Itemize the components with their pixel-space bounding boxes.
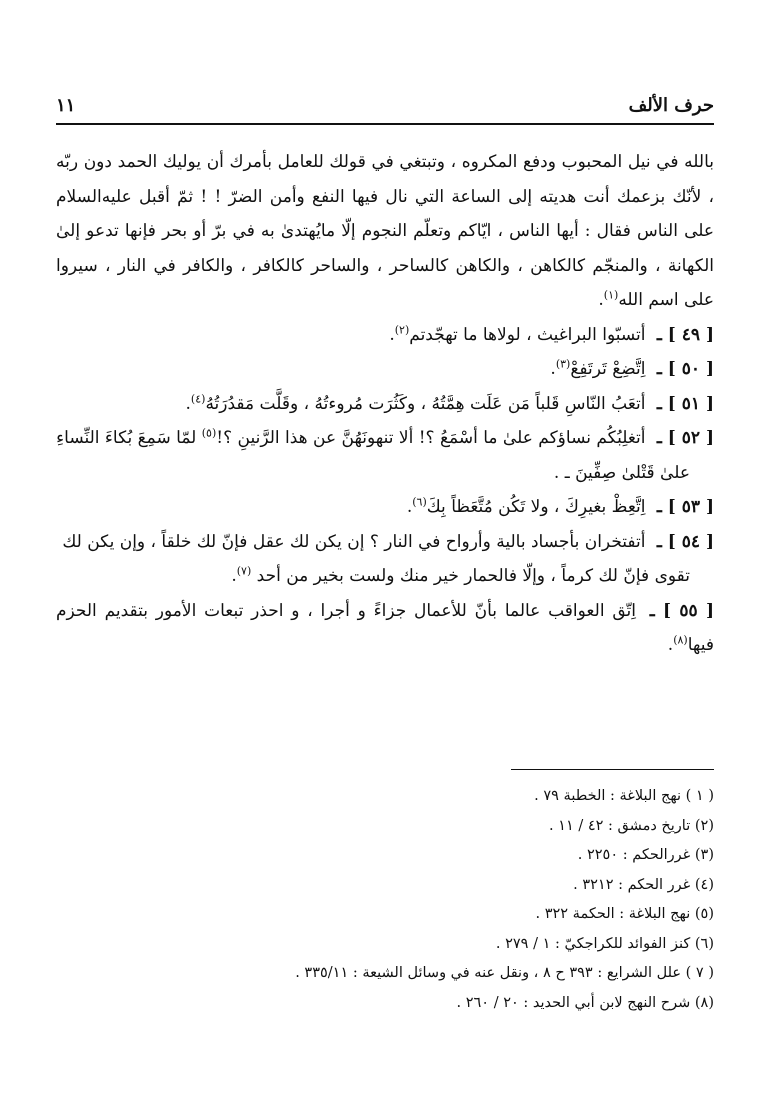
entry-52 [56, 421, 714, 490]
footnote-ref: (٧) [236, 564, 252, 578]
footnote-ref: (٦) [412, 495, 427, 509]
footnote-7: ( ٧ ) علل الشرايع : ٣٩٣ ح ٨ ، ونقل عنه في وسائل الشيعة : ٣٣٥/١١ . [295, 965, 714, 981]
footnote-8: (٨) شرح النهج لابن أبي الحديد : ٢٠ / ٢٦٠ . [456, 994, 714, 1011]
footnote-ref: (٢) [394, 322, 410, 336]
footnote-6: (٦) كنز الفوائد للكراجكيّ : ١ / ٢٧٩ . [495, 935, 714, 952]
intro-line-1: بالله في نيل المحبوب ودفع المكروه ، وتبتغي في قولك للعامل بأمرك أن يوليك الحمد [117, 152, 715, 172]
footnote-divider [511, 769, 714, 770]
entry-number: [ ٥١ ] ـ [656, 393, 714, 414]
intro-line-2: دون ربّه ، لأنّك بزعمك أنت هديته إلى الساعة التي نال فيها النفع وأمن الضرّ ! ! ثمّ [56, 152, 714, 207]
footnote-ref: (٣) [555, 357, 571, 371]
entry-continuation: تقوى فإنّ لك كرماً ، وإلّا فالحمار خير منك ولست بخير من أحد $^{(٧)}$. [231, 564, 690, 586]
entry-text: أتعَبُ النّاسِ قَلباً مَن عَلَت هِمَّتُهُ ، وكَثُرَت مُروءتُهُ ، وقَلَّت مَقدُرَتُهُ [205, 393, 646, 414]
footnote-ref: (٥) [201, 426, 217, 440]
footnote-3: (٣) غررالحكم : ٢٢٥٠ . [577, 847, 714, 863]
entry-55: [ ٥٥ ] ـ اِتّق العواقب عالما بأنّ للأعمال جزاءً و أجرا ، و احذر تبعات الأمور بتقديم الحزم فيها$^{(٨)}$. [56, 600, 714, 655]
footnote-ref: (٨) [673, 633, 688, 647]
entry-text: اِتَّعِظْ بغيرِكَ ، ولا تَكُن مُتَّعَظاً بِكَ [426, 497, 646, 517]
entry-49: [ ٤٩ ] ـ أتسبّوا البراغيث ، لولاها ما تهجّدتم$^{(٢)}$. [389, 322, 714, 345]
entry-continuation: علىٰ قَتْلىٰ صِفِّينَ ـ . [553, 462, 690, 483]
footnote-5: (٥) نهج البلاغة : الحكمة ٣٢٢ . [535, 906, 714, 922]
entry-continuation-text: تقوى فإنّ لك كرماً ، وإلّا فالحمار خير منك ولست بخير من أحد [256, 566, 690, 586]
intro-paragraph: بالله في نيل المحبوب ودفع المكروه ، وتبتغي في قولك للعامل بأمرك أن يوليك الحمد دون ربّه ، لأنّك بزعمك أنت هديته إلى الساعة التي نال فيها النفع وأمن الضرّ ! ! ثمّ أقبل عليه‌السلام على الناس فقال : أيها الناس ، ايّاكم وتعلّم النجوم إلّا مايُهتدىٰ به في برّ أو بحر فإنها تدعو إلىٰ الكهانة ، والمنجّم كالكاهن ، والكاهن كالساحر ، والساحر كالكافر ، والكافر في النار ، سيروا على اسم الله$^{(١)}$. [56, 152, 715, 310]
entry-number: [ ٤٩ ] ـ [656, 324, 714, 345]
entry-text: أتفتخران بأجساد بالية وأرواح في النار ؟ إن يكن لك عقل فإنّ لك خلقاً ، وإن يكن لك [62, 531, 646, 552]
intro-line-4: فإنها تدعو إلىٰ الكهانة ، والمنجّم كالكاهن ، والكاهن كالساحر ، والساحر كالكافر ، والكافر [56, 221, 714, 276]
footnote-ref: (٤) [190, 391, 206, 405]
running-header [56, 93, 714, 125]
footnote-1: ( ١ ) نهج البلاغة : الخطبة ٧٩ . [534, 788, 714, 804]
footnotes [56, 782, 714, 1018]
entry-text: اِتَّضِعْ تَرتَفِعْ [570, 359, 646, 379]
footnote-ref: (١) [603, 288, 619, 302]
entry-number: [ ٥٠ ] ـ [656, 359, 714, 379]
entry-text-tail: لمّا سَمِعَ بُكاءَ النِّساءِ [56, 428, 197, 448]
main-text [56, 145, 714, 663]
page-number: ١١ [56, 95, 76, 116]
intro-line-5: في النار ، سيروا على اسم الله [56, 255, 714, 310]
entry-53: [ ٥٣ ] ـ اِتَّعِظْ بغيرِكَ ، ولا تَكُن مُتَّعَظاً بِكَ$^{(٦)}$. [406, 495, 714, 517]
footnote-4: (٤) غرر الحكم : ٣٢١٢ . [573, 876, 714, 893]
entry-text: أتسبّوا البراغيث ، لولاها ما تهجّدتم [409, 324, 646, 345]
entry-50: [ ٥٠ ] ـ اِتَّضِعْ تَرتَفِعْ$^{(٣)}$. [550, 357, 714, 379]
entry-51: [ ٥١ ] ـ أتعَبُ النّاسِ قَلباً مَن عَلَت هِمَّتُهُ ، وكَثُرَت مُروءتُهُ ، وقَلَّت مَقدُرَتُهُ$^{(٤)}$. [185, 391, 714, 414]
entry-number: [ ٥٢ ] ـ [656, 428, 714, 448]
chapter-title: حرف الألف [628, 95, 714, 116]
footnote-2: (٢) تاريخ دمشق : ٤٢ / ١١ . [548, 817, 714, 834]
entry-number: [ ٥٤ ] ـ [656, 531, 714, 552]
entry-text: أتغلِبُكُم نساؤكم علىٰ ما أسْمَعُ ؟! ألا تنهونَهُنَّ عن هذا الرَّنينِ ؟! [216, 428, 646, 448]
intro-line-3: أقبل عليه‌السلام على الناس فقال : أيها الناس ، ايّاكم وتعلّم النجوم إلّا مايُهتدىٰ به في برّ أو بحر [56, 186, 715, 241]
entry-54 [56, 525, 714, 594]
entry-number: [ ٥٣ ] ـ [656, 497, 714, 517]
entry-text: اِتّق العواقب عالما بأنّ للأعمال جزاءً و أجرا ، و احذر تبعات الأمور بتقديم الحزم فيها [56, 600, 714, 655]
entry-number: [ ٥٥ ] ـ [649, 600, 714, 621]
